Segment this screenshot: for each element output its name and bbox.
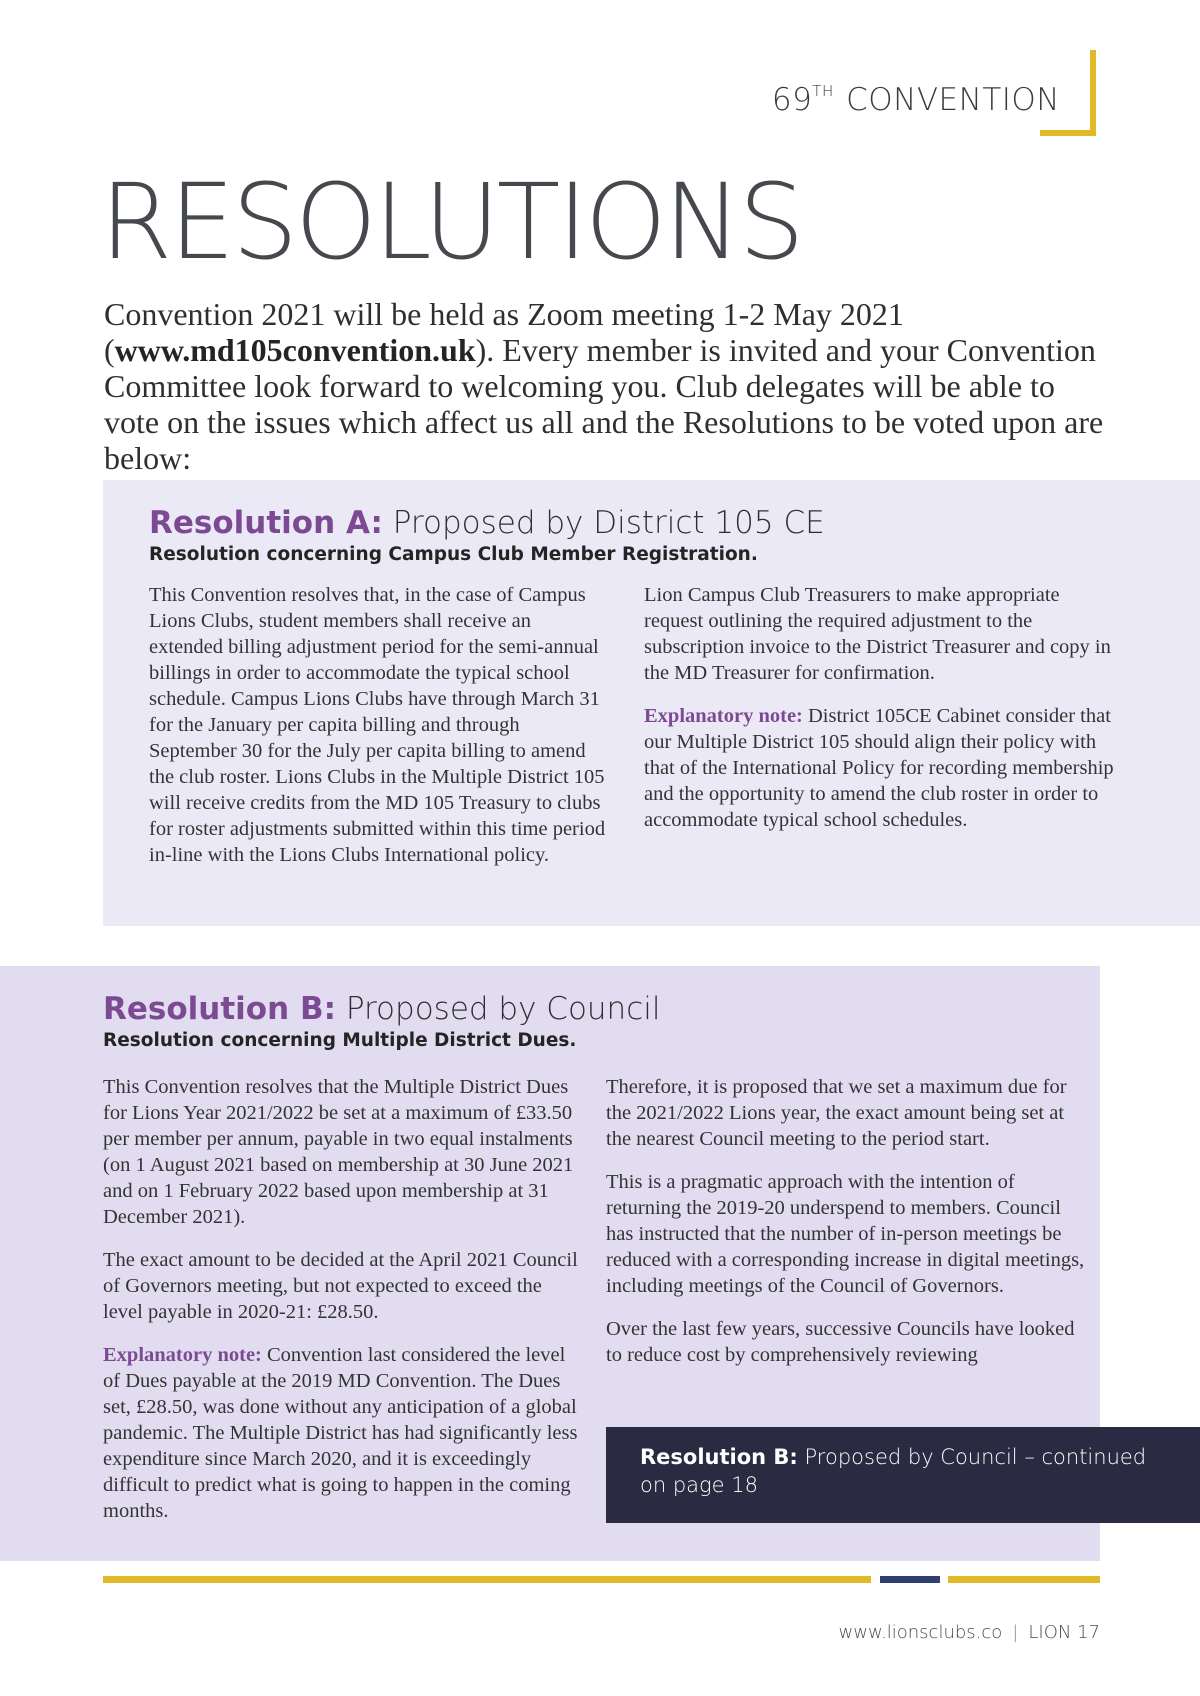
footer-rule-gold-right <box>948 1576 1100 1583</box>
page-number: 17 <box>1077 1622 1100 1643</box>
resolution-a-left-paragraph: This Convention resolves that, in the case of Campus Lions Clubs, student members shall receive an extended billing adjustment period for the semi-annual billings in order to accommodate the typical school schedule. Campus Lions Clubs have through March 31 for the January per capita billing and through September 30 for the July per capita billing to amend the club roster. Lions Clubs in the Multiple District 105 will receive credits from the MD 105 Treasury to clubs for roster adjustments submitted within this time period in-line with the Lions Clubs International policy. <box>149 584 606 866</box>
resolution-b-heading <box>103 990 1100 1028</box>
resolution-b-note-label: Explanatory note: <box>103 1344 262 1366</box>
resolution-a-right-paragraph: Lion Campus Club Treasurers to make appropriate request outlining the required adjustment to the subscription invoice to the District Treasurer and copy in the MD Treasurer for confirmation. <box>644 584 1111 684</box>
resolution-b-note-text: Convention last considered the level of Dues payable at the 2019 MD Convention. The Dues set, £28.50, was done without any anticipation of a global pandemic. The Multiple District has had significantly less expenditure since March 2020, and it is exceedingly difficult to predict what is going to happen in the coming months. <box>103 1344 578 1522</box>
intro-text-1: Convention 2021 will be held as Zoom meeting 1-2 May 2021 ( <box>104 296 904 368</box>
footer-rule-gold-left <box>103 1576 871 1583</box>
resolution-b-right-paragraph-2: This is a pragmatic approach with the intention of returning the 2019-20 underspend to members. Council has instructed that the number of in-person meetings be reduced with a corresponding increase in digital meetings, including meetings of the Council of Governors. <box>606 1171 1085 1297</box>
intro-text-2: ). Every member is invited and your Convention Committee look forward to welcoming you. Club delegates will be able to vote on the issues which affect us all and the Resolutions to be voted upon are below: <box>104 332 1104 476</box>
continued-callout <box>606 1427 1200 1523</box>
footer-website[interactable]: www.lionsclubs.co <box>838 1622 1003 1643</box>
continued-tag: Resolution B: <box>640 1445 798 1469</box>
resolution-a-heading <box>149 504 1200 542</box>
resolution-b-left-column <box>103 1074 583 1541</box>
resolution-a-subtitle: Resolution concerning Campus Club Member Registration. <box>149 544 758 565</box>
page-footer <box>839 1622 1100 1643</box>
resolution-a-left-column <box>149 582 609 885</box>
convention-header <box>772 82 1060 118</box>
convention-url: www.md105convention.uk <box>114 332 476 368</box>
resolution-a-right-column <box>644 582 1114 850</box>
convention-word: CONVENTION <box>846 82 1060 118</box>
resolution-b-right-paragraph-3: Over the last few years, successive Councils have looked to reduce cost by comprehensively reviewing <box>606 1318 1075 1366</box>
resolution-a-note-label: Explanatory note: <box>644 705 803 727</box>
resolution-b-right-paragraph-1: Therefore, it is proposed that we set a maximum due for the 2021/2022 Lions year, the exact amount being set at the nearest Council meeting to the period start. <box>606 1076 1067 1150</box>
resolution-b-proposer: Proposed by Council <box>335 991 661 1027</box>
resolution-a-note <box>644 703 1114 833</box>
footer-rule-navy <box>880 1576 940 1583</box>
resolution-b-note <box>103 1342 583 1524</box>
footer-magazine: LION <box>1028 1622 1072 1643</box>
footer-separator: | <box>1012 1622 1019 1643</box>
page-title: RESOLUTIONS <box>100 161 802 283</box>
resolution-b-left-paragraph-2: The exact amount to be decided at the April 2021 Council of Governors meeting, but not expected to exceed the level payable in 2020-21: £28.50. <box>103 1249 578 1323</box>
resolution-a-note-text: District 105CE Cabinet consider that our Multiple District 105 should align their policy with that of the International Policy for recording membership and the opportunity to amend the club roster in order to accommodate typical school schedules. <box>644 705 1114 831</box>
resolution-b-left-paragraph-1: This Convention resolves that the Multiple District Dues for Lions Year 2021/2022 be set at a maximum of £33.50 per member per annum, payable in two equal instalments (on 1 August 2021 based on membership at 30 June 2021 and on 1 February 2022 based upon membership at 31 December 2021). <box>103 1076 574 1228</box>
intro-paragraph <box>104 296 1104 476</box>
resolution-a-tag: Resolution A: <box>149 505 383 541</box>
resolution-a-box <box>103 480 1200 926</box>
continued-text: Proposed by Council – continued on page 18 <box>640 1445 1147 1497</box>
convention-suffix: TH <box>812 82 834 100</box>
resolution-b-right-column <box>606 1074 1086 1385</box>
resolution-b-tag: Resolution B: <box>103 991 336 1027</box>
resolution-a-proposer: Proposed by District 105 CE <box>382 505 825 541</box>
convention-number: 69 <box>771 82 813 118</box>
resolution-b-subtitle: Resolution concerning Multiple District Dues. <box>103 1030 577 1051</box>
